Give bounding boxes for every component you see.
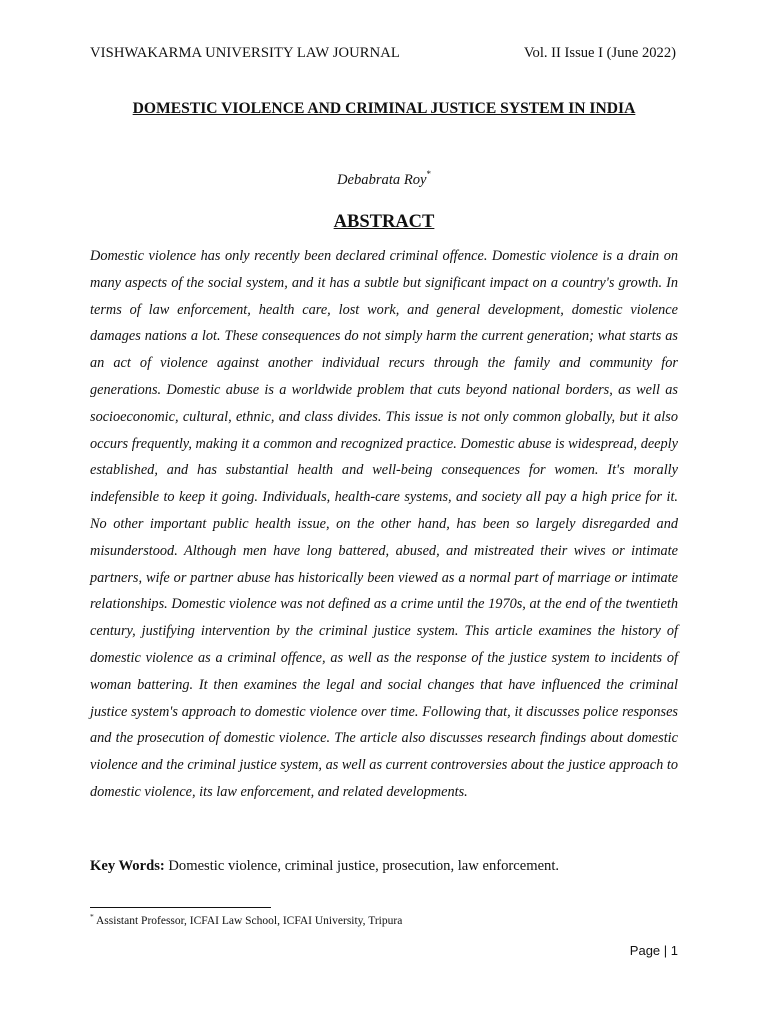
author-line [0,169,768,189]
journal-name: VISHWAKARMA UNIVERSITY LAW JOURNAL [90,45,400,61]
issue-info: Vol. II Issue I (June 2022) [523,45,676,61]
article-title: DOMESTIC VIOLENCE AND CRIMINAL JUSTICE SYSTEM IN INDIA [132,100,636,117]
abstract-text: Domestic violence has only recently been declared criminal offence. Domestic violence is a drain on many aspects of the social system, and it has a subtle but significant impact on a country's growth. In terms of law enforcement, health care, lost work, and general development, domestic violence damages nations a lot. These consequences do not simply harm the current generation; what starts as an act of violence against another individual recurs through the family and community for generations. Domestic abuse is a worldwide problem that cuts beyond national borders, as well as socioeconomic, cultural, ethnic, and class divides. This issue is not only common globally, but it also occurs frequently, making it a common and recognized practice. Domestic abuse is widespread, deeply established, and has substantial health and well-being consequences for women. It's morally indefensible to keep it going. Individuals, health-care systems, and society all pay a high price for it. No other important public health issue, on the other hand, has been so largely disregarded and misunderstood. Although men have long battered, abused, and mistreated their wives or intimate partners, wife or partner abuse has historically been viewed as a normal part of marriage or intimate relationships. Domestic violence was not defined as a crime until the 1970s, at the end of the twentieth century, justifying intervention by the criminal justice system. This article examines the history of domestic violence as a criminal offence, as well as the response of the justice system to incidents of woman battering. It then examines the legal and social changes that have influenced the criminal justice system's approach to domestic violence over time. Following that, it discusses police responses and the prosecution of domestic violence. The article also discusses research findings about domestic violence and the criminal justice system, as well as current controversies about the justice approach to domestic violence, its law enforcement, and related developments. [90,248,678,800]
footnote [90,912,403,927]
footnote-marker: * [90,912,94,921]
keywords-label: Key Words: [90,858,165,874]
keywords-text: Domestic violence, criminal justice, prosecution, law enforcement. [168,858,560,874]
author-footnote-marker: * [426,169,432,179]
footnote-text: Assistant Professor, ICFAI Law School, ICFAI University, Tripura [96,915,403,927]
abstract-heading: ABSTRACT [333,212,435,232]
author-name: Debabrata Roy [336,172,427,188]
page-number: Page | 1 [629,943,678,958]
keywords-line [90,858,690,875]
footnote-divider [90,907,271,908]
